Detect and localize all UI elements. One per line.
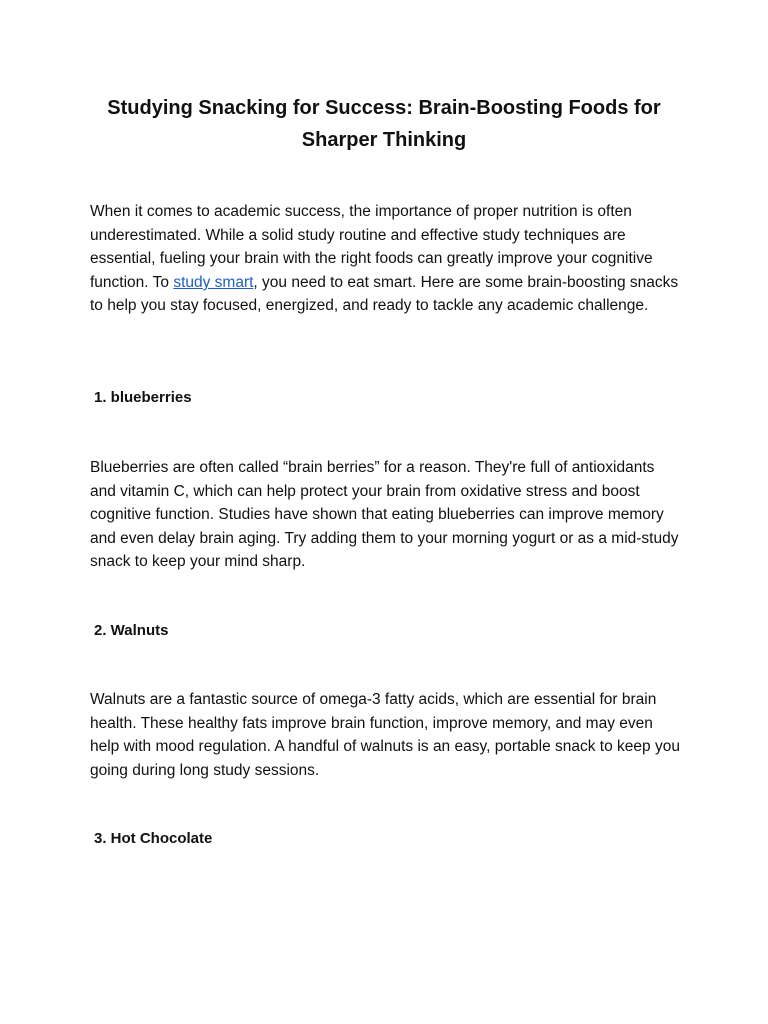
document-title xyxy=(90,92,678,156)
section-heading-blueberries: 1. blueberries xyxy=(94,389,192,406)
title-line-1: Studying Snacking for Success: Brain-Boosting Foods for xyxy=(107,97,661,119)
section-heading-hot-chocolate: 3. Hot Chocolate xyxy=(94,830,213,847)
section-heading-walnuts: 2. Walnuts xyxy=(94,622,169,639)
intro-paragraph xyxy=(90,200,682,318)
intro-text-after-link: , you need to eat smart. Here are some brain-boosting snacks to help you stay focused, energized, and ready to tackle any academic challenge. xyxy=(90,273,679,315)
intro-text-before-link: When it comes to academic success, the importance of proper nutrition is often underestimated. While a solid study routine and effective study techniques are essential, fueling your brain with the right foods can greatly improve your cognitive function. To xyxy=(90,203,653,291)
section-body-blueberries: Blueberries are often called “brain berries” for a reason. They're full of antioxidants and vitamin C, which can help protect your brain from oxidative stress and boost cognitive function. Studies have shown that eating blueberries can improve memory and even delay brain aging. Try adding them to your morning yogurt or as a mid-study snack to keep your mind sharp. xyxy=(90,459,679,571)
section-body-walnuts: Walnuts are a fantastic source of omega-3 fatty acids, which are essential for brain health. These healthy fats improve brain function, improve memory, and may even help with mood regulation. A handful of walnuts is an easy, portable snack to keep you going during long study sessions. xyxy=(90,691,680,779)
study-smart-link[interactable]: study smart xyxy=(173,273,254,291)
title-line-2: Sharper Thinking xyxy=(301,129,467,151)
